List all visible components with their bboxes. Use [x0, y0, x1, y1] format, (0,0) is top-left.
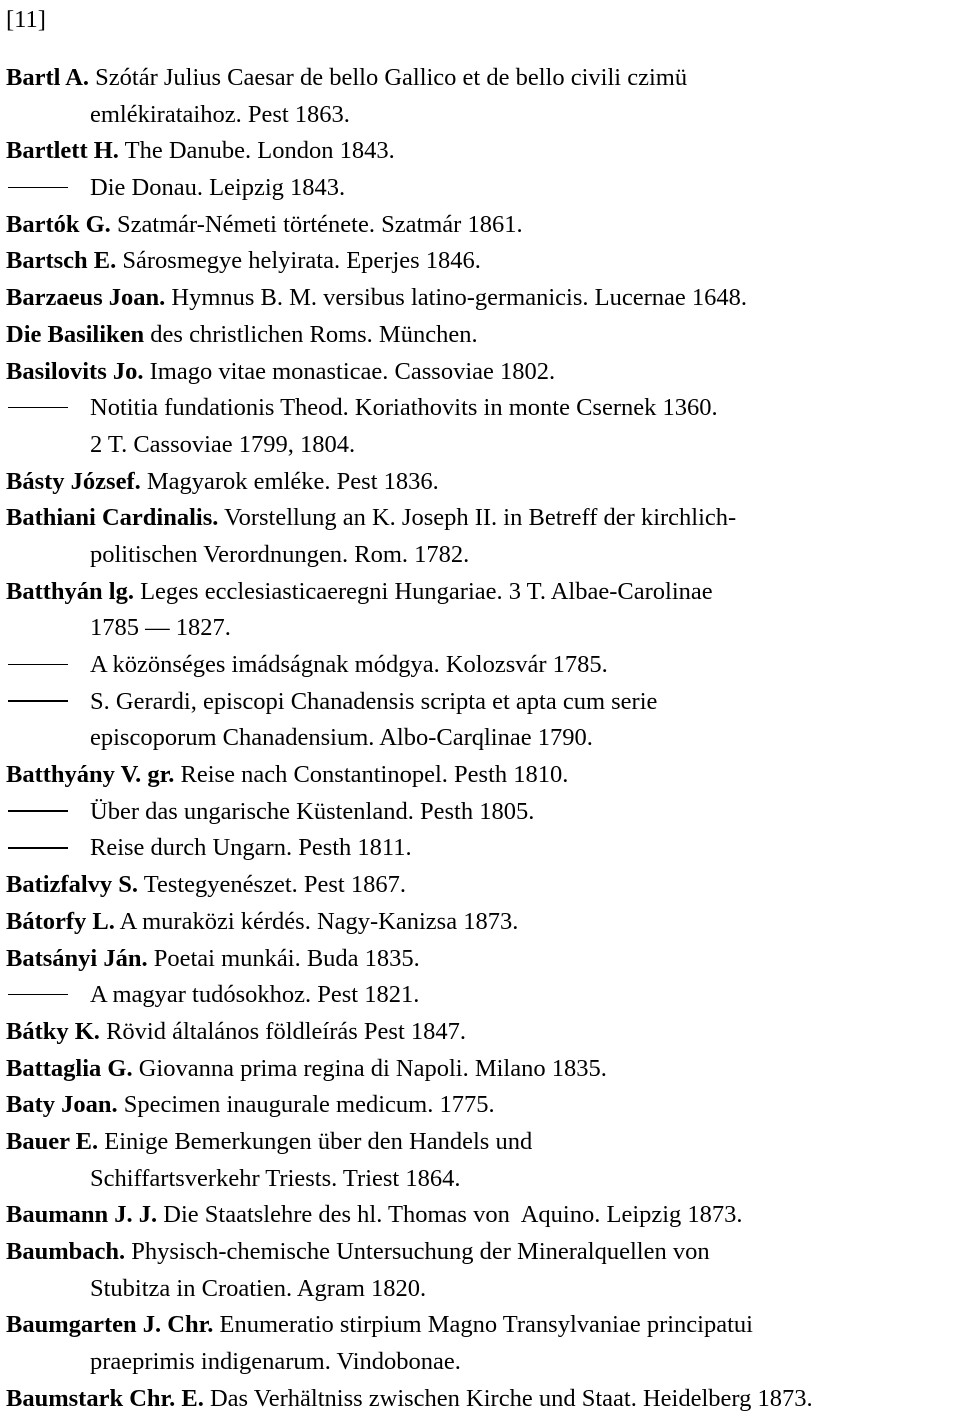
entry-author: Bartsch E. — [6, 247, 117, 275]
bibliography-line — [6, 720, 958, 757]
entry-author: Baumgarten J. Chr. — [6, 1311, 214, 1339]
entry-author: Bathiani Cardinalis. — [6, 504, 219, 532]
entry-text: Leges ecclesiasticaeregni Hungariae. 3 T. Albae-Carolinae — [133, 577, 713, 605]
bibliography-line — [6, 537, 958, 574]
ditto-dash — [8, 994, 68, 996]
entry-text: Physisch-chemische Untersuchung der Mineralquellen von — [125, 1238, 710, 1265]
entry-author: Barzaeus Joan. — [6, 284, 166, 312]
ditto-dash — [8, 664, 68, 666]
bibliography-line — [6, 500, 958, 537]
bibliography-line — [6, 1161, 958, 1198]
bibliography-line — [6, 794, 958, 831]
entry-text: emlékirataihoz. Pest 1863. — [90, 100, 350, 128]
bibliography-line — [6, 390, 958, 427]
bibliography-line — [6, 133, 958, 170]
entry-text: Poetai munkái. Buda 1835. — [147, 944, 420, 972]
bibliography-line — [6, 1051, 958, 1088]
entry-author: Batsányi Ján. — [6, 944, 148, 972]
bibliography-line — [6, 1344, 958, 1381]
entry-author: Batthyány V. gr. — [6, 761, 175, 789]
entry-author: Baty Joan. — [6, 1091, 118, 1119]
entry-text: A magyar tudósokhoz. Pest 1821. — [90, 981, 420, 1009]
entry-text: Über das ungarische Küstenland. Pesth 1805. — [90, 797, 535, 825]
entry-text: episcoporum Chanadensium. Albo-Carqlinae 1790. — [90, 724, 593, 752]
bibliography-line — [6, 170, 958, 207]
entry-author: Batthyán lg. — [6, 577, 134, 605]
entry-text: Die Staatslehre des hl. Thomas von Aquino. Leipzig 1873. — [157, 1201, 743, 1229]
bibliography-line — [6, 97, 958, 134]
ditto-dash — [8, 187, 68, 189]
bibliography-line — [6, 684, 958, 721]
entry-text: Enumeratio stirpium Magno Transylvaniae principatui — [213, 1311, 753, 1339]
entry-text: Schiffartsverkehr Triests. Triest 1864. — [90, 1164, 461, 1192]
ditto-dash — [8, 407, 68, 409]
entry-text: praeprimis indigenarum. Vindobonae. — [90, 1348, 461, 1376]
bibliography-line — [6, 354, 958, 391]
entry-text: Testegyenészet. Pest 1867. — [138, 871, 406, 899]
entry-text: Imago vitae monasticae. Cassoviae 1802. — [143, 357, 556, 385]
ditto-dash — [8, 810, 68, 812]
bibliography-line — [6, 60, 958, 97]
entry-text: Specimen inaugurale medicum. 1775. — [117, 1091, 495, 1119]
entry-author: Basilovits Jo. — [6, 357, 144, 385]
bibliography-line — [6, 941, 958, 978]
bibliography-line — [6, 757, 958, 794]
bibliography-line — [6, 1271, 958, 1308]
entry-author: Die Basiliken — [6, 320, 145, 348]
entry-text: Die Donau. Leipzig 1843. — [90, 174, 346, 202]
bibliography-line — [6, 280, 958, 317]
entry-text: Vorstellung an K. Joseph II. in Betreff der kirchlich- — [218, 504, 737, 532]
entry-text: Szótár Julius Caesar de bello Gallico et de bello civili czimü — [89, 64, 688, 91]
entry-text: Sárosmegye helyirata. Eperjes 1846. — [116, 247, 481, 275]
bibliography-line — [6, 830, 958, 867]
bibliography-line — [6, 1197, 958, 1234]
ditto-dash — [8, 700, 68, 702]
entry-author: Bauer E. — [6, 1127, 99, 1155]
entry-author: Bartl A. — [6, 64, 90, 91]
bibliography-line — [6, 243, 958, 280]
bibliography-line — [6, 1234, 958, 1271]
entry-text: Einige Bemerkungen über den Handels und — [98, 1127, 533, 1155]
entry-text: Reise nach Constantinopel. Pesth 1810. — [174, 761, 569, 789]
entry-text: Stubitza in Croatien. Agram 1820. — [90, 1274, 427, 1302]
entry-text: Notitia fundationis Theod. Koriathovits in monte Csernek 1360. — [90, 394, 718, 422]
bibliography-line — [6, 1014, 958, 1051]
bibliography-line — [6, 207, 958, 244]
entry-text: 2 T. Cassoviae 1799, 1804. — [90, 430, 356, 458]
bibliography-line — [6, 1124, 958, 1161]
entry-text: Szatmár-Németi története. Szatmár 1861. — [110, 210, 523, 238]
entry-author: Batizfalvy S. — [6, 871, 139, 899]
bibliography-line — [6, 1381, 958, 1417]
entry-author: Bátky K. — [6, 1017, 100, 1045]
entry-text: Magyarok emléke. Pest 1836. — [140, 467, 439, 495]
entry-text: Hymnus B. M. versibus latino-germanicis. Lucernae 1648. — [165, 284, 748, 312]
entry-text: Giovanna prima regina di Napoli. Milano 1835. — [132, 1054, 607, 1082]
entry-author: Básty József. — [6, 467, 141, 495]
entry-text: Rövid általános földleírás Pest 1847. — [99, 1017, 467, 1045]
bibliography-line — [6, 977, 958, 1014]
entry-author: Baumann J. J. — [6, 1201, 158, 1229]
entry-text: The Danube. London 1843. — [118, 137, 395, 165]
bibliography-line — [6, 904, 958, 941]
page-number: [11] — [6, 6, 46, 33]
entry-text: S. Gerardi, episcopi Chanadensis scripta et apta cum serie — [90, 687, 658, 715]
bibliography-line — [6, 1307, 958, 1344]
entry-text: politischen Verordnungen. Rom. 1782. — [90, 540, 470, 568]
entry-author: Bátorfy L. — [6, 907, 115, 935]
bibliography-line — [6, 610, 958, 647]
entry-author: Battaglia G. — [6, 1054, 133, 1082]
ditto-dash — [8, 847, 68, 849]
bibliography-line — [6, 574, 958, 611]
bibliography-line — [6, 317, 958, 354]
entry-text: Das Verhältniss zwischen Kirche und Staat. Heidelberg 1873. — [203, 1384, 813, 1412]
entry-author: Bartlett H. — [6, 137, 119, 165]
bibliography-line — [6, 1087, 958, 1124]
bibliography-line — [6, 647, 958, 684]
entry-author: Bartók G. — [6, 210, 111, 238]
entry-text: A közönséges imádságnak módgya. Kolozsvár 1785. — [90, 651, 608, 678]
entry-author: Baumbach. — [6, 1238, 126, 1265]
entry-author: Baumstark Chr. E. — [6, 1384, 204, 1412]
bibliography-line — [6, 867, 958, 904]
entry-text: A muraközi kérdés. Nagy-Kanizsa 1873. — [114, 907, 519, 935]
entry-text: Reise durch Ungarn. Pesth 1811. — [90, 834, 412, 862]
bibliography-line — [6, 464, 958, 501]
entry-text: 1785 — 1827. — [90, 614, 231, 642]
bibliography-list — [6, 60, 958, 1417]
entry-text: des christlichen Roms. München. — [144, 320, 478, 348]
bibliography-line — [6, 427, 958, 464]
